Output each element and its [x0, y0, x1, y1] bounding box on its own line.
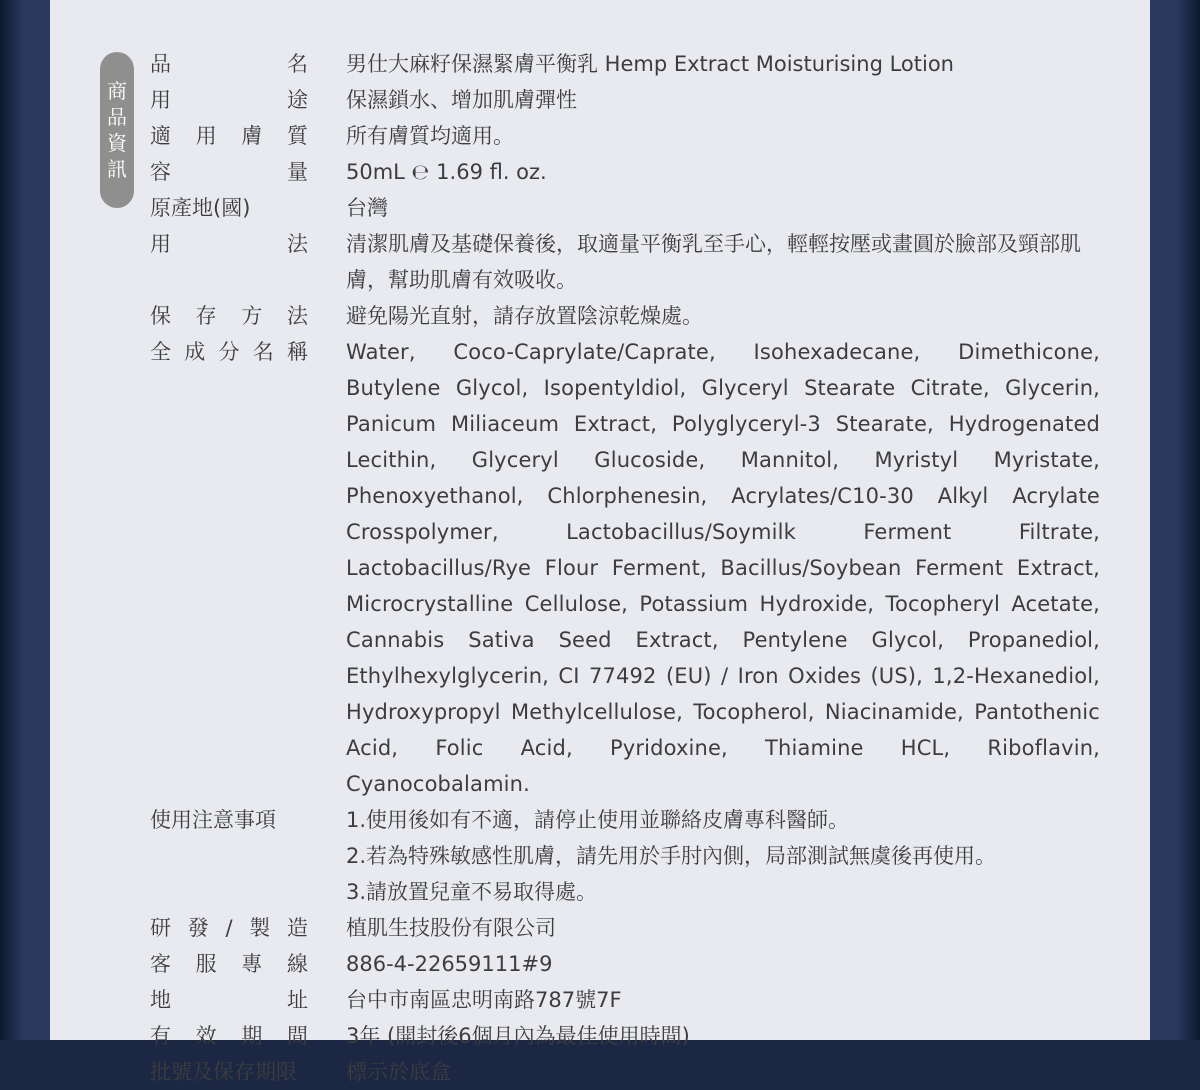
info-value: 886-4-22659111#9	[346, 952, 553, 976]
info-value: 台中市南區忠明南路787號7F	[346, 988, 622, 1012]
tab-char: 訊	[107, 157, 127, 181]
info-label: 品 名	[150, 52, 308, 76]
info-row-skin-type	[150, 118, 1100, 154]
info-row-usage	[150, 82, 1100, 118]
info-value: 50mL ℮ 1.69 fl. oz.	[346, 160, 547, 184]
info-row-batch-expiry	[150, 1054, 1100, 1090]
info-value: 台灣	[346, 196, 388, 220]
info-label: 有 效 期 間	[150, 1024, 308, 1048]
tab-char: 品	[107, 105, 127, 129]
info-row-address	[150, 982, 1100, 1018]
product-info-list	[150, 46, 1100, 1090]
info-value: 標示於底盒	[346, 1060, 451, 1084]
product-info-tab	[100, 52, 134, 208]
info-row-product-name	[150, 46, 1100, 82]
info-label: 保 存 方 法	[150, 304, 308, 328]
info-row-storage	[150, 298, 1100, 334]
tab-char: 商	[107, 79, 127, 103]
info-label: 研 發 / 製 造	[150, 916, 308, 940]
info-value: 所有膚質均適用。	[346, 124, 514, 148]
info-row-service-line	[150, 946, 1100, 982]
info-label: 用 法	[150, 232, 308, 256]
info-value: 3年 (開封後6個月內為最佳使用時間)	[346, 1024, 690, 1048]
info-row-volume	[150, 154, 1100, 190]
info-label: 適 用 膚 質	[150, 124, 308, 148]
info-label: 使 用 注 意 事 項	[150, 808, 276, 832]
info-row-shelf-life	[150, 1018, 1100, 1054]
info-row-origin	[150, 190, 1100, 226]
info-row-ingredients	[150, 334, 1100, 802]
info-value: 植肌生技股份有限公司	[346, 916, 556, 940]
info-label: 批 號 及 保 存 期 限	[150, 1060, 297, 1084]
info-label: 全 成 分 名 稱	[150, 340, 308, 364]
info-label: 地 址	[150, 988, 308, 1012]
info-value: 男仕大麻籽保濕緊膚平衡乳 Hemp Extract Moisturising Lotion	[346, 52, 954, 76]
info-label: 客 服 專 線	[150, 952, 308, 976]
info-value: 保濕鎖水、增加肌膚彈性	[346, 88, 577, 112]
info-row-cautions	[150, 802, 1100, 910]
info-value: 清潔肌膚及基礎保養後，取適量平衡乳至手心，輕輕按壓或畫圓於臉部及頸部肌膚，幫助肌膚有效吸收。	[346, 232, 1081, 292]
info-value: Water, Coco-Caprylate/Caprate, Isohexadecane, Dimethicone, Butylene Glycol, Isopentyldiol, Glyceryl Stearate Citrate, Glycerin, Panicum Miliaceum Extract, Polyglyceryl-3 Stearate, Hydrogenated Lecithin, Glyceryl Glucoside, Mannitol, Myristyl Myristate, Phenoxyethanol, Chlorphenesin, Acrylates/C10-30 Alkyl Acrylate Crosspolymer, Lactobacillus/Soymilk Ferment Filtrate, Lactobacillus/Rye Flour Ferment, Bacillus/Soybean Ferment Extract, Microcrystalline Cellulose, Potassium Hydroxide, Tocopheryl Acetate, Cannabis Sativa Seed Extract, Pentylene Glycol, Propanediol, Ethylhexylglycerin, CI 77492 (EU) / Iron Oxides (US), 1,2-Hexanediol, Hydroxypropyl Methylcellulose, Tocopherol, Niacinamide, Pantothenic Acid, Folic Acid, Pyridoxine, Thiamine HCL, Riboflavin, Cyanocobalamin.	[346, 340, 1100, 796]
info-row-manufacturer	[150, 910, 1100, 946]
tab-char: 資	[107, 131, 127, 155]
info-value: 避免陽光直射，請存放置陰涼乾燥處。	[346, 304, 703, 328]
info-value: 1.使用後如有不適，請停止使用並聯絡皮膚專科醫師。 2.若為特殊敏感性肌膚，請先用於手肘內側，局部測試無虞後再使用。 3.請放置兒童不易取得處。	[346, 808, 997, 904]
info-label: 原 產 地 ( 國 )	[150, 196, 251, 220]
info-row-directions	[150, 226, 1100, 298]
info-label: 用 途	[150, 88, 308, 112]
info-label: 容 量	[150, 160, 308, 184]
